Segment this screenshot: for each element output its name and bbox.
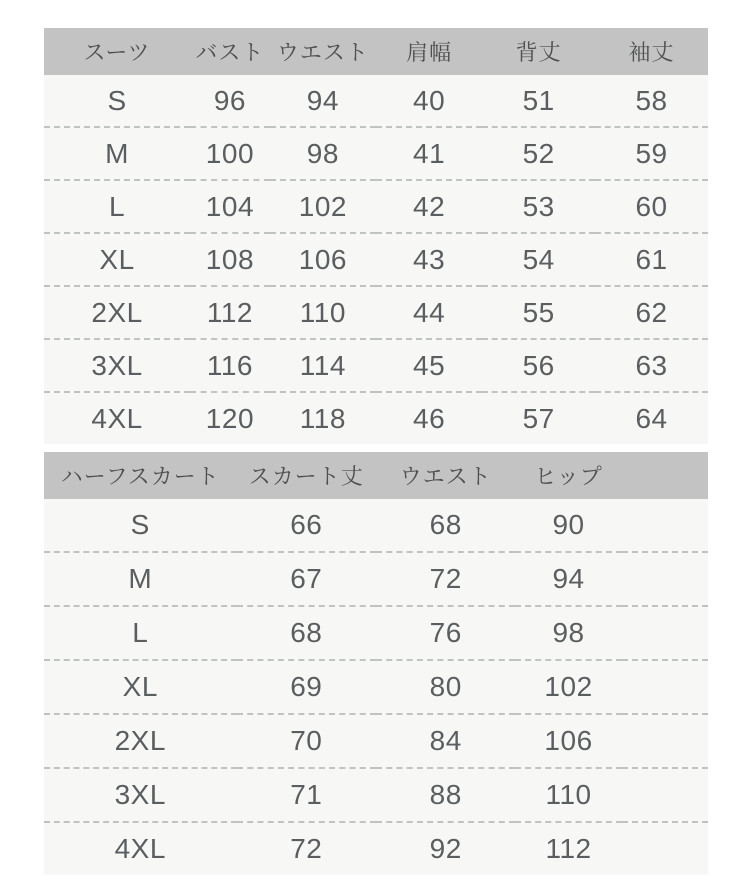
- size-label-cell: 3XL: [44, 768, 237, 822]
- size-row: [44, 339, 708, 392]
- measurement-cell: 116: [190, 339, 270, 392]
- column-header: スーツ: [44, 28, 190, 75]
- measurement-cell: 52: [482, 127, 595, 180]
- measurement-cell: 44: [376, 286, 482, 339]
- measurement-cell: 110: [515, 768, 621, 822]
- measurement-cell: 58: [595, 75, 708, 127]
- column-header: 背丈: [482, 28, 595, 75]
- spacer-cell: [622, 552, 708, 606]
- measurement-cell: 43: [376, 233, 482, 286]
- measurement-cell: 112: [515, 822, 621, 875]
- measurement-cell: 59: [595, 127, 708, 180]
- measurement-cell: 68: [237, 606, 376, 660]
- size-label-cell: S: [44, 75, 190, 127]
- spacer-cell: [622, 822, 708, 875]
- size-label-cell: XL: [44, 233, 190, 286]
- size-label-cell: M: [44, 127, 190, 180]
- size-row: [44, 552, 708, 606]
- size-label-cell: L: [44, 180, 190, 233]
- size-row: [44, 822, 708, 875]
- measurement-cell: 92: [376, 822, 515, 875]
- measurement-cell: 62: [595, 286, 708, 339]
- measurement-cell: 84: [376, 714, 515, 768]
- measurement-cell: 102: [270, 180, 376, 233]
- measurement-cell: 72: [376, 552, 515, 606]
- measurement-cell: 70: [237, 714, 376, 768]
- suit-table-header-row: [44, 28, 708, 75]
- spacer-cell: [622, 768, 708, 822]
- measurement-cell: 94: [270, 75, 376, 127]
- measurement-cell: 67: [237, 552, 376, 606]
- measurement-cell: 63: [595, 339, 708, 392]
- column-header: ヒップ: [515, 452, 621, 499]
- measurement-cell: 66: [237, 499, 376, 552]
- size-label-cell: L: [44, 606, 237, 660]
- measurement-cell: 69: [237, 660, 376, 714]
- measurement-cell: 120: [190, 392, 270, 444]
- measurement-cell: 40: [376, 75, 482, 127]
- measurement-cell: 41: [376, 127, 482, 180]
- spacer-cell: [622, 660, 708, 714]
- measurement-cell: 54: [482, 233, 595, 286]
- measurement-cell: 76: [376, 606, 515, 660]
- spacer-cell: [622, 499, 708, 552]
- size-row: [44, 127, 708, 180]
- measurement-cell: 108: [190, 233, 270, 286]
- column-header: ハーフスカート: [44, 452, 237, 499]
- column-header: スカート丈: [237, 452, 376, 499]
- size-row: [44, 180, 708, 233]
- column-header: バスト: [190, 28, 270, 75]
- measurement-cell: 60: [595, 180, 708, 233]
- column-header: 袖丈: [595, 28, 708, 75]
- measurement-cell: 42: [376, 180, 482, 233]
- measurement-cell: 100: [190, 127, 270, 180]
- size-row: [44, 714, 708, 768]
- measurement-cell: 53: [482, 180, 595, 233]
- measurement-cell: 61: [595, 233, 708, 286]
- measurement-cell: 90: [515, 499, 621, 552]
- spacer-cell: [622, 714, 708, 768]
- measurement-cell: 55: [482, 286, 595, 339]
- size-label-cell: 4XL: [44, 392, 190, 444]
- measurement-cell: 72: [237, 822, 376, 875]
- size-row: [44, 499, 708, 552]
- size-label-cell: 3XL: [44, 339, 190, 392]
- measurement-cell: 110: [270, 286, 376, 339]
- size-label-cell: S: [44, 499, 237, 552]
- suit-size-table: [44, 28, 708, 444]
- measurement-cell: 45: [376, 339, 482, 392]
- spacer-cell: [622, 606, 708, 660]
- measurement-cell: 104: [190, 180, 270, 233]
- size-row: [44, 75, 708, 127]
- spacer-cell: [622, 452, 708, 499]
- size-row: [44, 233, 708, 286]
- size-label-cell: M: [44, 552, 237, 606]
- column-header: ウエスト: [270, 28, 376, 75]
- measurement-cell: 112: [190, 286, 270, 339]
- measurement-cell: 56: [482, 339, 595, 392]
- measurement-cell: 71: [237, 768, 376, 822]
- size-row: [44, 606, 708, 660]
- measurement-cell: 46: [376, 392, 482, 444]
- measurement-cell: 118: [270, 392, 376, 444]
- measurement-cell: 106: [515, 714, 621, 768]
- column-header: ウエスト: [376, 452, 515, 499]
- size-label-cell: 2XL: [44, 714, 237, 768]
- size-label-cell: 4XL: [44, 822, 237, 875]
- size-chart-container: [44, 28, 708, 875]
- measurement-cell: 98: [270, 127, 376, 180]
- measurement-cell: 64: [595, 392, 708, 444]
- measurement-cell: 94: [515, 552, 621, 606]
- measurement-cell: 98: [515, 606, 621, 660]
- size-row: [44, 660, 708, 714]
- measurement-cell: 96: [190, 75, 270, 127]
- measurement-cell: 80: [376, 660, 515, 714]
- size-row: [44, 286, 708, 339]
- measurement-cell: 102: [515, 660, 621, 714]
- size-label-cell: 2XL: [44, 286, 190, 339]
- size-row: [44, 392, 708, 444]
- measurement-cell: 88: [376, 768, 515, 822]
- measurement-cell: 106: [270, 233, 376, 286]
- measurement-cell: 68: [376, 499, 515, 552]
- measurement-cell: 51: [482, 75, 595, 127]
- size-row: [44, 768, 708, 822]
- half-skirt-size-table: [44, 452, 708, 875]
- column-header: 肩幅: [376, 28, 482, 75]
- measurement-cell: 57: [482, 392, 595, 444]
- measurement-cell: 114: [270, 339, 376, 392]
- skirt-table-header-row: [44, 452, 708, 499]
- size-label-cell: XL: [44, 660, 237, 714]
